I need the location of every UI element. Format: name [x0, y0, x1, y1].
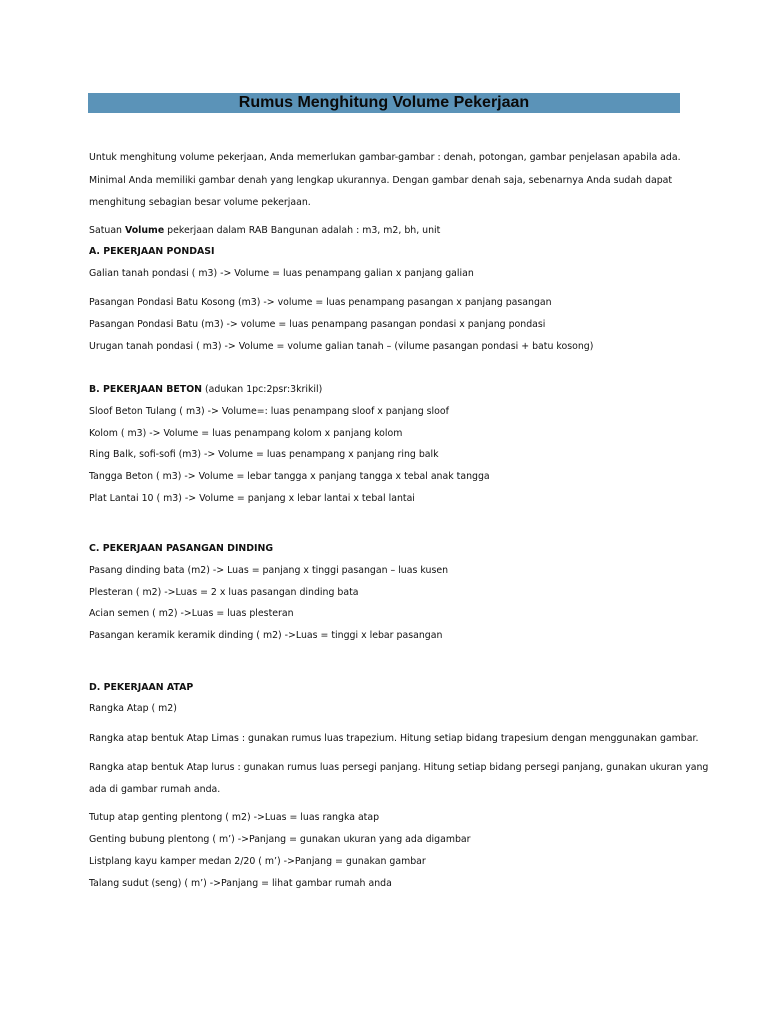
section-d-item: Rangka atap bentuk Atap lurus : gunakan rumus luas persegi panjang. Hitung setiap bidang persegi panjang, gunakan ukuran yang — [89, 762, 709, 773]
section-a-item: Pasangan Pondasi Batu Kosong (m3) -> volume = luas penampang pasangan x panjang pasangan — [89, 297, 552, 308]
section-d-item: Listplang kayu kamper medan 2/20 ( m’) ->Panjang = gunakan gambar — [89, 856, 426, 867]
intro-line-1: Untuk menghitung volume pekerjaan, Anda memerlukan gambar-gambar : denah, potongan, gambar penjelasan apabila ada. — [89, 152, 681, 163]
section-d-heading: D. PEKERJAAN ATAP — [89, 682, 194, 693]
section-b-item: Plat Lantai 10 ( m3) -> Volume = panjang x lebar lantai x tebal lantai — [89, 493, 415, 504]
satuan-bold: Volume — [124, 225, 165, 236]
satuan-prefix: Satuan — [89, 225, 125, 236]
section-d-item: ada di gambar rumah anda. — [89, 784, 221, 795]
section-b-heading-line — [89, 384, 709, 396]
section-a-item: Urugan tanah pondasi ( m3) -> Volume = volume galian tanah – (vilume pasangan pondasi + batu kosong) — [89, 341, 594, 352]
section-c-item: Plesteran ( m2) ->Luas = 2 x luas pasangan dinding bata — [89, 587, 359, 598]
section-c-item: Acian semen ( m2) ->Luas = luas plesteran — [89, 608, 294, 619]
satuan-line — [89, 225, 709, 237]
section-a-item: Pasangan Pondasi Batu (m3) -> volume = luas penampang pasangan pondasi x panjang pondasi — [89, 319, 546, 330]
section-b-item: Sloof Beton Tulang ( m3) -> Volume=: luas penampang sloof x panjang sloof — [89, 406, 449, 417]
section-b-item: Ring Balk, sofi-sofi (m3) -> Volume = luas penampang x panjang ring balk — [89, 449, 439, 460]
section-a-heading: A. PEKERJAAN PONDASI — [89, 246, 215, 257]
title-banner — [88, 93, 680, 113]
intro-line-3: menghitung sebagian besar volume pekerjaan. — [89, 197, 311, 208]
intro-line-2: Minimal Anda memiliki gambar denah yang lengkap ukurannya. Dengan gambar denah saja, sebenarnya Anda sudah dapat — [89, 175, 673, 186]
section-d-item: Genting bubung plentong ( m’) ->Panjang = gunakan ukuran yang ada digambar — [89, 834, 471, 845]
section-d-item: Rangka atap bentuk Atap Limas : gunakan rumus luas trapezium. Hitung setiap bidang trapesium dengan menggunakan gambar. — [89, 733, 699, 744]
section-c-item: Pasang dinding bata (m2) -> Luas = panjang x tinggi pasangan – luas kusen — [89, 565, 449, 576]
section-b-heading: B. PEKERJAAN BETON — [89, 384, 203, 395]
section-c-heading: C. PEKERJAAN PASANGAN DINDING — [89, 543, 274, 554]
section-b-item: Kolom ( m3) -> Volume = luas penampang kolom x panjang kolom — [89, 428, 403, 439]
section-d-item: Tutup atap genting plentong ( m2) ->Luas = luas rangka atap — [89, 812, 380, 823]
section-d-item: Talang sudut (seng) ( m’) ->Panjang = lihat gambar rumah anda — [89, 878, 392, 889]
section-b-item: Tangga Beton ( m3) -> Volume = lebar tangga x panjang tangga x tebal anak tangga — [89, 471, 490, 482]
page-title: Rumus Menghitung Volume Pekerjaan — [238, 94, 530, 111]
section-a-item: Galian tanah pondasi ( m3) -> Volume = luas penampang galian x panjang galian — [89, 268, 474, 279]
section-b-note: (adukan 1pc:2psr:3krikil) — [202, 384, 323, 395]
section-c-item: Pasangan keramik keramik dinding ( m2) ->Luas = tinggi x lebar pasangan — [89, 630, 443, 641]
section-d-item: Rangka Atap ( m2) — [89, 703, 177, 714]
satuan-suffix: pekerjaan dalam RAB Bangunan adalah : m3, m2, bh, unit — [164, 225, 441, 236]
